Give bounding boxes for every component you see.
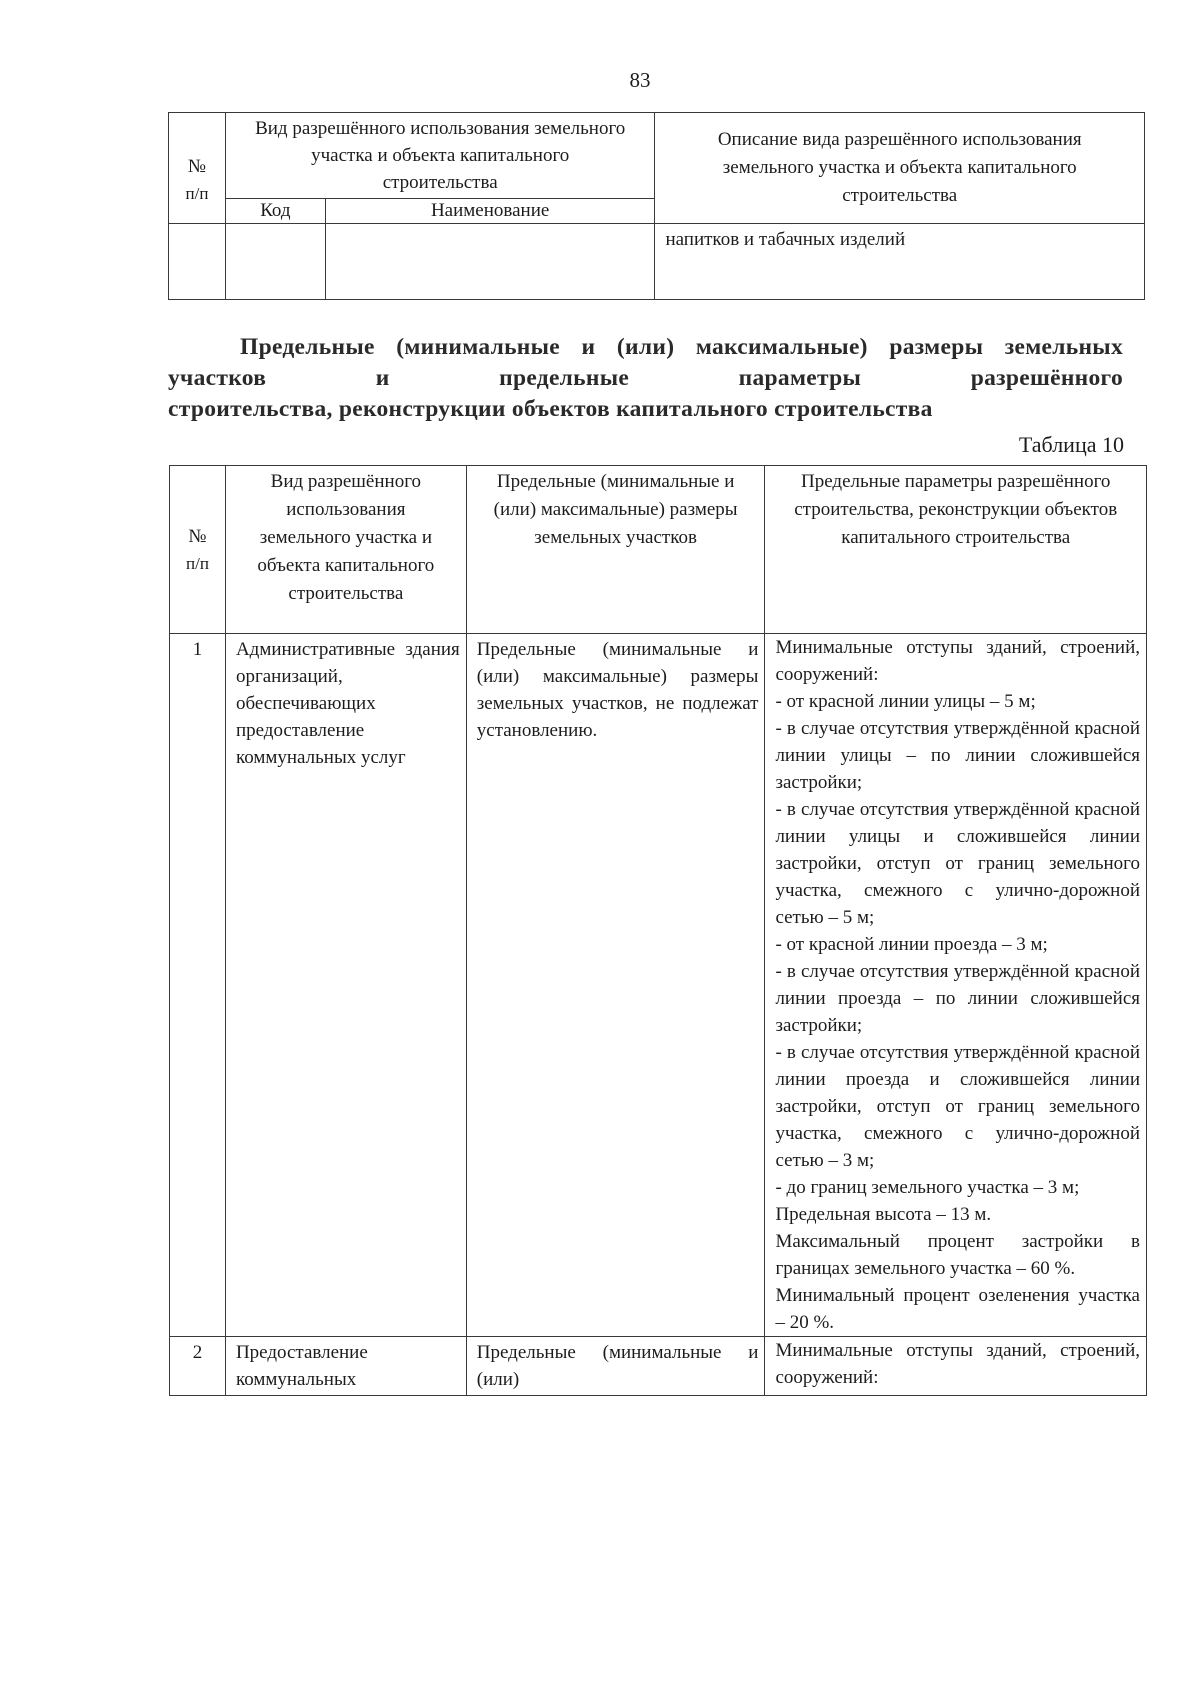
limits-table [169,465,1147,1396]
row-name [325,224,655,300]
row-num: 1 [170,634,226,1337]
heading-main: Предельные (минимальные и (или) максимальные) размеры земельных участков и предельные параметры разрешённого [168,334,1123,391]
param-line: Предельная высота – 13 м. [775,1204,992,1225]
row-vid: Административные здания организаций, обеспечивающих предоставление коммунальных услуг [225,634,466,1337]
row-description: напитков и табачных изделий [655,224,1145,300]
param-line: Минимальные отступы зданий, строений, сооружений: [775,637,1140,685]
sizes-header: Предельные (минимальные и (или) максимальные) размеры земельных участков [466,466,765,634]
param-line: - от красной линии проезда – 3 м; [775,934,1048,955]
param-line: Минимальный процент озеленения участка – 20 %. [775,1285,1140,1333]
table-row [170,634,1147,1337]
section-heading [168,332,1123,425]
vid-header: Вид разрешённого использования земельного участка и объекта капитального строительства [225,113,655,199]
param-line: - в случае отсутствия утверждённой красной линии улицы – по линии сложившейся застройки; [775,718,1140,793]
heading-last-line: строительства, реконструкции объектов капитального строительства [168,396,933,422]
row-code [225,224,325,300]
num-abbr: п/п [186,553,209,573]
page-number: 83 [629,68,651,92]
row-vid: Предоставление коммунальных [225,1337,466,1396]
params-header: Предельные параметры разрешённого строительства, реконструкции объектов капитального строительства [765,466,1147,634]
row-params: Минимальные отступы зданий, строений, сооружений: [765,1337,1147,1396]
num-header [169,113,226,224]
num-abbr: п/п [185,184,209,203]
table-row [170,1337,1147,1396]
row-num [169,224,226,300]
land-use-types-table-continued [168,112,1145,300]
param-line: - от красной линии улицы – 5 м; [775,691,1036,712]
row-num: 2 [170,1337,226,1396]
vid-header: Вид разрешённого использования земельного участка и объекта капитального строительства [225,466,466,634]
num-header [170,466,226,634]
table-label: Таблица 10 [1018,432,1124,457]
param-line: Максимальный процент застройки в границах земельного участка – 60 %. [775,1231,1140,1279]
param-line: - до границ земельного участка – 3 м; [775,1177,1080,1198]
code-header: Код [225,199,325,224]
row-params [765,634,1147,1337]
name-header: Наименование [325,199,655,224]
num-symbol: № [187,156,207,177]
description-header: Описание вида разрешённого использования земельного участка и объекта капитального строительства [655,113,1145,224]
param-line: - в случае отсутствия утверждённой красной линии проезда – по линии сложившейся застройки; [775,961,1140,1036]
row-sizes: Предельные (минимальные и (или) максимальные) размеры земельных участков, не подлежат установлению. [466,634,765,1337]
param-line: - в случае отсутствия утверждённой красной линии проезда и сложившейся линии застройки, отступ от границ земельного участка, смежного с улично-дорожной сетью – 3 м; [775,1042,1140,1171]
num-symbol: № [188,525,207,547]
param-line: - в случае отсутствия утверждённой красной линии улицы и сложившейся линии застройки, отступ от границ земельного участка, смежного с улично-дорожной сетью – 5 м; [775,799,1140,928]
row-sizes: Предельные (минимальные и (или) [466,1337,765,1396]
